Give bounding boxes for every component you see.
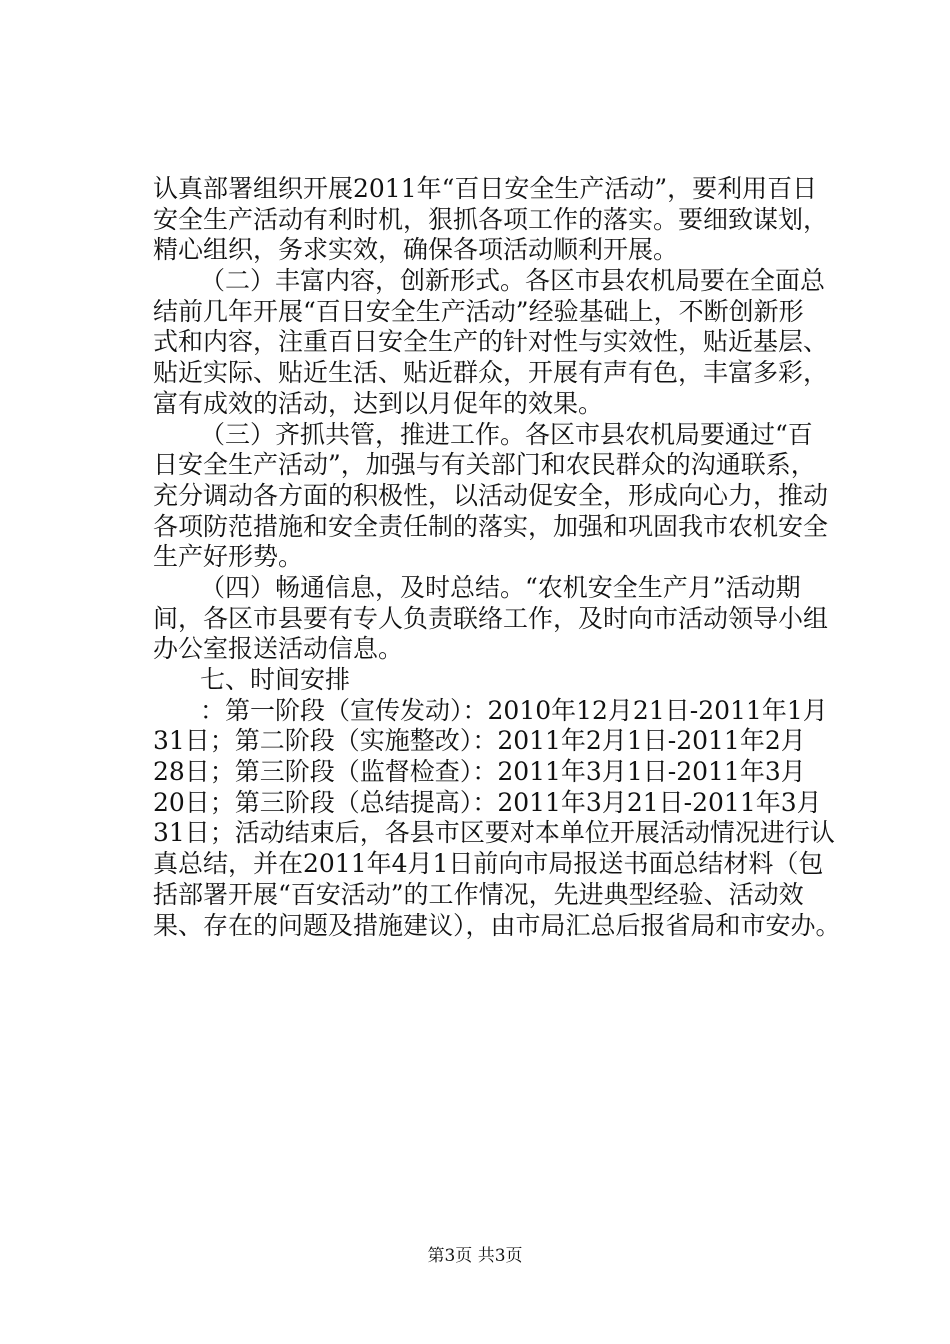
text-line: 充分调动各方面的积极性，以活动促安全，形成向心力，推动: [153, 480, 829, 510]
text-line: 各项防范措施和安全责任制的落实，加强和巩固我市农机安全: [153, 511, 829, 541]
paragraph: [153, 696, 853, 942]
text-line: 20日；第三阶段（总结提高）：2011年3月21日-2011年3月: [153, 787, 822, 817]
text-line: 办公室报送活动信息。: [153, 634, 404, 664]
text-line: 式和内容，注重百日安全生产的针对性与实效性，贴近基层、: [153, 327, 829, 357]
text-line: 生产好形势。: [153, 542, 304, 572]
section-heading: [153, 665, 853, 696]
document-body: [153, 174, 853, 941]
text-line: ：第一阶段（宣传发动）：2010年12月21日-2011年1月: [200, 695, 828, 725]
text-line: 认真部署组织开展2011年“百日安全生产活动”，要利用百日: [153, 174, 818, 203]
text-line: 28日；第三阶段（监督检查）：2011年3月1日-2011年3月: [153, 757, 806, 787]
page-number-footer: 第3页 共3页: [427, 1246, 523, 1266]
text-line: 富有成效的活动，达到以月促年的效果。: [153, 388, 604, 418]
text-line: 日安全生产活动”，加强与有关部门和农民群众的沟通联系，: [153, 450, 816, 480]
text-line: 31日；第二阶段（实施整改）：2011年2月1日-2011年2月: [153, 726, 806, 756]
text-line: 31日；活动结束后，各县市区要对本单位开展活动情况进行认: [153, 818, 835, 848]
text-line: （三）齐抓共管，推进工作。各区市县农机局要通过“百: [200, 419, 813, 449]
section-heading-text: 七、时间安排: [200, 665, 351, 694]
text-line: 精心组织，务求实效，确保各项活动顺利开展。: [153, 235, 679, 265]
paragraph: [153, 420, 853, 573]
text-line: （二）丰富内容，创新形式。各区市县农机局要在全面总: [200, 266, 826, 296]
text-line: 括部署开展“百安活动”的工作情况，先进典型经验、活动效: [153, 879, 804, 909]
text-line: 结前几年开展“百日安全生产活动”经验基础上，不断创新形: [153, 296, 804, 326]
text-line: 安全生产活动有利时机，狠抓各项工作的落实。要细致谋划，: [153, 204, 829, 234]
text-line: 间，各区市县要有专人负责联络工作，及时向市活动领导小组: [153, 603, 829, 633]
text-line: 贴近实际、贴近生活、贴近群众，开展有声有色，丰富多彩，: [153, 358, 829, 388]
text-line: 真总结，并在2011年4月1日前向市局报送书面总结材料（包: [153, 849, 824, 879]
paragraph: [153, 174, 853, 266]
text-line: 果、存在的问题及措施建议），由市局汇总后报省局和市安办。: [153, 910, 841, 940]
paragraph: [153, 266, 853, 419]
text-line: （四）畅通信息，及时总结。“农机安全生产月”活动期: [200, 572, 801, 602]
paragraph: [153, 573, 853, 665]
